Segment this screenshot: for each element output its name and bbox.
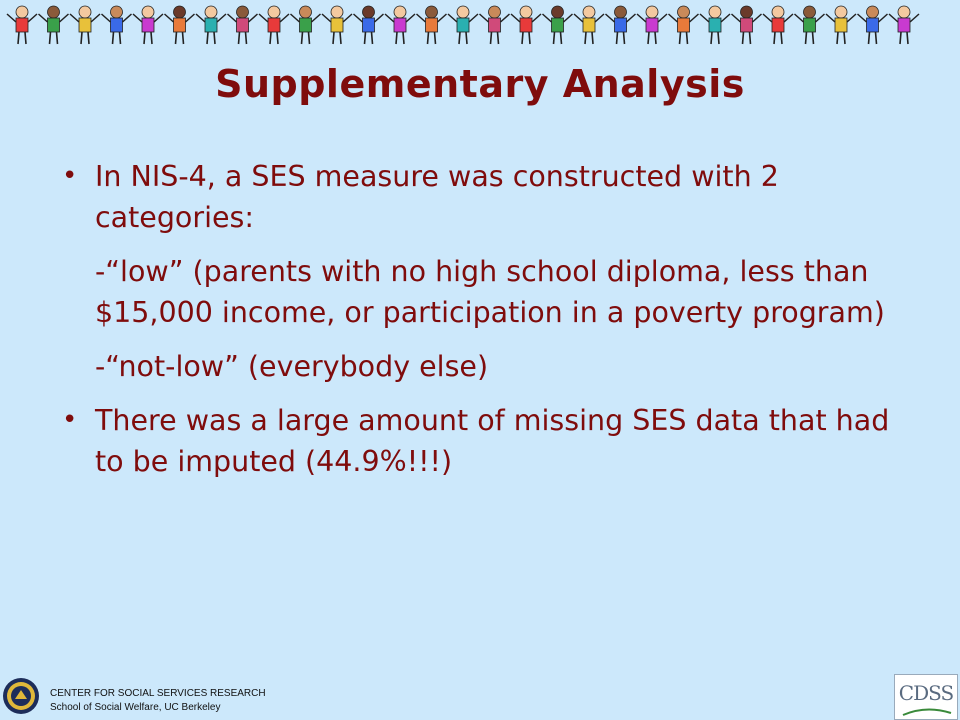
child-figure-icon: [165, 6, 195, 44]
cdss-logo: [894, 674, 958, 720]
bullet-dot: •: [62, 405, 78, 435]
child-figure-icon: [291, 6, 321, 44]
child-figure-icon: [102, 6, 132, 44]
slide-content: [60, 156, 920, 495]
child-figure-icon: [448, 6, 478, 44]
child-figure-icon: [574, 6, 604, 44]
child-figure-icon: [354, 6, 384, 44]
child-figure-icon: [196, 6, 226, 44]
children-holding-hands-banner: [0, 0, 960, 48]
child-figure-icon: [763, 6, 793, 44]
cdss-logo-text: CDSS: [898, 681, 954, 705]
child-figure-icon: [417, 6, 447, 44]
child-figure-icon: [826, 6, 856, 44]
child-figure-icon: [480, 6, 510, 44]
bullet-text: There was a large amount of missing SES data that had to be imputed (44.9%!!!): [95, 404, 890, 478]
child-figure-icon: [700, 6, 730, 44]
child-figure-icon: [7, 6, 37, 44]
child-figure-icon: [543, 6, 573, 44]
child-figure-icon: [385, 6, 415, 44]
bullet-item: [60, 156, 920, 238]
sub-item: -“low” (parents with no high school diploma, less than $15,000 income, or participation in a poverty program): [95, 255, 885, 329]
child-figure-icon: [858, 6, 888, 44]
uc-berkeley-seal-icon: [2, 677, 40, 715]
slide-title: Supplementary Analysis: [215, 62, 745, 106]
child-figure-icon: [669, 6, 699, 44]
bullet-item: [60, 400, 920, 482]
child-figure-icon: [795, 6, 825, 44]
child-figure-icon: [39, 6, 69, 44]
bullet-text: In NIS-4, a SES measure was constructed with 2 categories:: [95, 160, 779, 234]
child-figure-icon: [511, 6, 541, 44]
child-figure-icon: [606, 6, 636, 44]
footer-org-line2: School of Social Welfare, UC Berkeley: [50, 702, 221, 713]
child-figure-icon: [133, 6, 163, 44]
bullet-dot: •: [62, 161, 78, 191]
child-figure-icon: [70, 6, 100, 44]
footer-org: [50, 687, 266, 715]
child-figure-icon: [889, 6, 919, 44]
footer-org-line1: CENTER FOR SOCIAL SERVICES RESEARCH: [50, 688, 266, 699]
child-figure-icon: [322, 6, 352, 44]
child-figure-icon: [228, 6, 258, 44]
sub-item: -“not-low” (everybody else): [95, 350, 489, 383]
child-figure-icon: [259, 6, 289, 44]
child-figure-icon: [732, 6, 762, 44]
child-figure-icon: [637, 6, 667, 44]
cdss-swoosh-icon: [895, 705, 957, 719]
